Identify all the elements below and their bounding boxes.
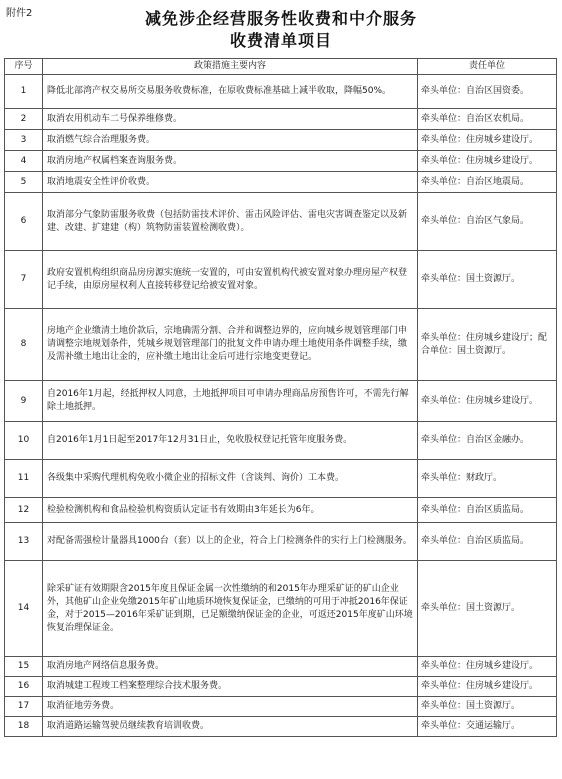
table-row xyxy=(5,75,557,109)
row-unit: 牵头单位：住房城乡建设厅。 xyxy=(418,381,557,422)
row-unit: 牵头单位：自治区农机局。 xyxy=(418,109,557,130)
row-content: 取消农用机动车二号保养维修费。 xyxy=(43,109,418,130)
row-content: 降低北部湾产权交易所交易服务收费标准，在原收费标准基础上减半收取，降幅50%。 xyxy=(43,75,418,109)
row-content: 自2016年1月起，经抵押权人同意，土地抵押项目可申请办理商品房预售许可，不需先行解除土地抵押。 xyxy=(43,381,418,422)
row-content: 取消部分气象防雷服务收费（包括防雷技术评价、雷击风险评估、雷电灾害调查鉴定以及新建、改建、扩建建（构）筑物防雷装置检测收费）。 xyxy=(43,193,418,251)
row-number: 7 xyxy=(5,251,43,309)
table-row xyxy=(5,309,557,381)
row-number: 10 xyxy=(5,422,43,460)
row-number: 11 xyxy=(5,460,43,498)
row-number: 16 xyxy=(5,677,43,697)
table-row xyxy=(5,657,557,677)
table-header-row xyxy=(5,59,557,75)
row-unit: 牵头单位：国土资源厅。 xyxy=(418,697,557,717)
row-number: 6 xyxy=(5,193,43,251)
row-content: 取消城建工程竣工档案整理综合技术服务费。 xyxy=(43,677,418,697)
table-row xyxy=(5,193,557,251)
row-number: 4 xyxy=(5,151,43,172)
row-content: 各级集中采购代理机构免收小微企业的招标文件（含谈判、询价）工本费。 xyxy=(43,460,418,498)
table-row xyxy=(5,677,557,697)
row-number: 17 xyxy=(5,697,43,717)
document-title-line1: 减免涉企经营服务性收费和中介服务 xyxy=(144,9,417,28)
table-row xyxy=(5,460,557,498)
row-unit: 牵头单位：住房城乡建设厅。 xyxy=(418,151,557,172)
table-row xyxy=(5,172,557,193)
row-content: 除采矿证有效期限含2015年度且保证金属一次性缴纳的和2015年办理采矿证的矿山企业外，其他矿山企业免缴2015年矿山地质环境恢复保证金，已缴纳的可用于冲抵2016年保证金，对于2015—2016年采矿证到期，已足额缴纳保证金的企业，可返还2015年度矿山环境恢复治理保证金。 xyxy=(43,561,418,657)
row-content: 取消道路运输驾驶员继续教育培训收费。 xyxy=(43,717,418,737)
row-number: 2 xyxy=(5,109,43,130)
row-content: 取消燃气综合治理服务费。 xyxy=(43,130,418,151)
row-number: 14 xyxy=(5,561,43,657)
table-row xyxy=(5,130,557,151)
attachment-label: 附件2 xyxy=(6,8,33,19)
row-unit: 牵头单位：交通运输厅。 xyxy=(418,717,557,737)
document-title-line2: 收费清单项目 xyxy=(229,31,332,50)
table-row xyxy=(5,251,557,309)
table-row xyxy=(5,381,557,422)
row-content: 对配备需强检计量器具1000台（套）以上的企业，符合上门检测条件的实行上门检测服务。 xyxy=(43,523,418,561)
table-row xyxy=(5,523,557,561)
row-unit: 牵头单位：国土资源厅。 xyxy=(418,561,557,657)
row-content: 自2016年1月1日起至2017年12月31日止，免收股权登记托管年度服务费。 xyxy=(43,422,418,460)
row-number: 8 xyxy=(5,309,43,381)
row-unit: 牵头单位：自治区气象局。 xyxy=(418,193,557,251)
row-content: 取消房地产权属档案查询服务费。 xyxy=(43,151,418,172)
row-number: 5 xyxy=(5,172,43,193)
row-number: 13 xyxy=(5,523,43,561)
row-number: 9 xyxy=(5,381,43,422)
header-content: 政策措施主要内容 xyxy=(43,59,418,75)
row-content: 取消房地产网络信息服务费。 xyxy=(43,657,418,677)
row-unit: 牵头单位：自治区国资委。 xyxy=(418,75,557,109)
row-number: 12 xyxy=(5,498,43,523)
row-content: 房地产企业缴清土地价款后，宗地确需分割、合并和调整边界的，应向城乡规划管理部门申请调整宗地规划条件，凭城乡规划管理部门的批复文件申请办理土地使用条件调整手续，缴及需补缴土地出让金的，应补缴土地出让金后可进行宗地变更登记。 xyxy=(43,309,418,381)
row-number: 3 xyxy=(5,130,43,151)
row-unit: 牵头单位：国土资源厅。 xyxy=(418,251,557,309)
row-content: 政府安置机构组织商品房房源实施统一安置的，可由安置机构代被安置对象办理房屋产权登记手续，由原房屋权利人直接转移登记给被安置对象。 xyxy=(43,251,418,309)
row-unit: 牵头单位：住房城乡建设厅；配合单位：国土资源厅。 xyxy=(418,309,557,381)
row-unit: 牵头单位：自治区地震局。 xyxy=(418,172,557,193)
row-number: 1 xyxy=(5,75,43,109)
header-unit: 责任单位 xyxy=(418,59,557,75)
table-row xyxy=(5,561,557,657)
row-unit: 牵头单位：自治区质监局。 xyxy=(418,523,557,561)
table-row xyxy=(5,717,557,737)
header-number: 序号 xyxy=(5,59,43,75)
row-unit: 牵头单位：自治区质监局。 xyxy=(418,498,557,523)
fee-reduction-table xyxy=(4,58,557,737)
table-row xyxy=(5,498,557,523)
row-unit: 牵头单位：住房城乡建设厅。 xyxy=(418,657,557,677)
table-row xyxy=(5,109,557,130)
row-content: 取消征地劳务费。 xyxy=(43,697,418,717)
row-number: 15 xyxy=(5,657,43,677)
row-unit: 牵头单位：自治区金融办。 xyxy=(418,422,557,460)
row-unit: 牵头单位：财政厅。 xyxy=(418,460,557,498)
table-row xyxy=(5,422,557,460)
row-number: 18 xyxy=(5,717,43,737)
table-row xyxy=(5,151,557,172)
row-content: 取消地震安全性评价收费。 xyxy=(43,172,418,193)
row-unit: 牵头单位：住房城乡建设厅。 xyxy=(418,677,557,697)
table-row xyxy=(5,697,557,717)
row-content: 检验检测机构和食品检验机构资质认定证书有效期由3年延长为6年。 xyxy=(43,498,418,523)
row-unit: 牵头单位：住房城乡建设厅。 xyxy=(418,130,557,151)
